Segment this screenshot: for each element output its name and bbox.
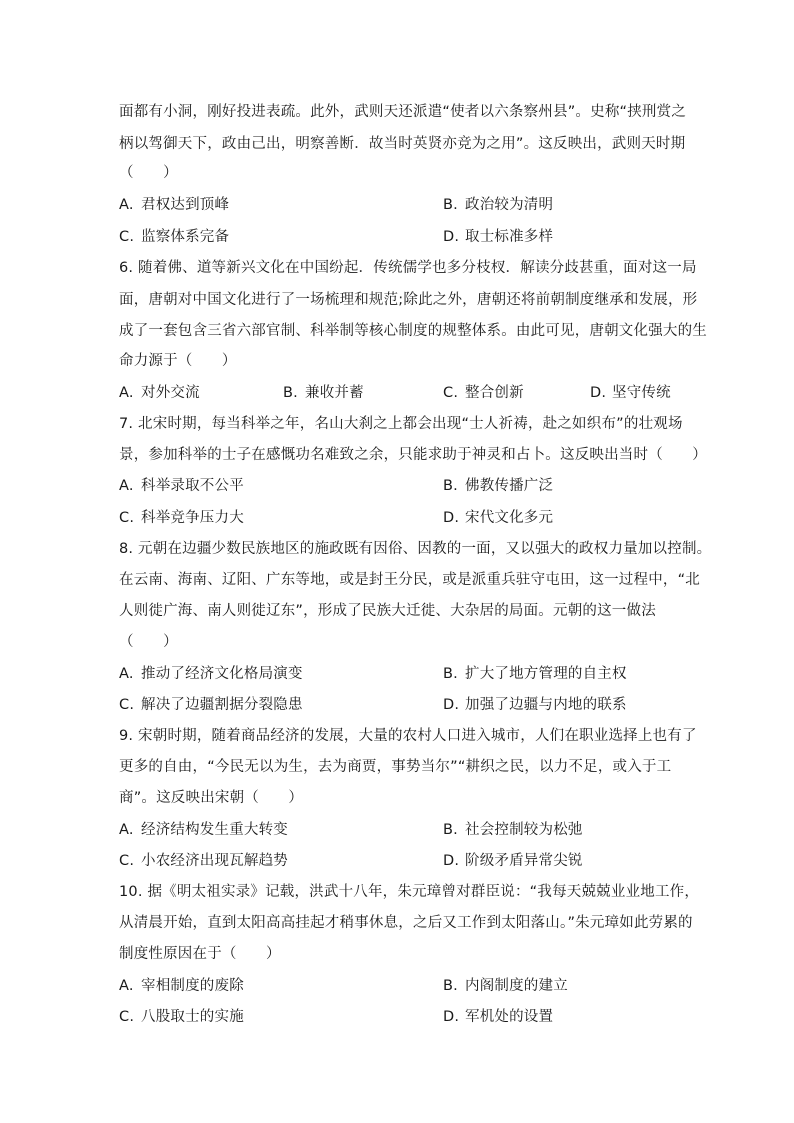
q5-stem-line-2: 柄以驾御天下，政由己出，明察善断．故当时英贤亦竞为之用”。这反映出，武则天时期 (119, 136, 686, 152)
option-key: B. (283, 385, 298, 401)
q9-stem-line-2: 更多的自由，“今民无以为生，去为商贾，事势当尔”“耕织之民，以力不足，或入于工 (119, 759, 672, 775)
q6-stem-line-3: 成了一套包含三省六部官制、科举制等核心制度的规整体系。由此可见，唐朝文化强大的生 (119, 323, 707, 339)
option-key: D. (590, 385, 607, 401)
option-text: 政治较为清明 (465, 197, 554, 213)
q10-option-d[interactable] (443, 1007, 553, 1027)
q6-option-a[interactable] (119, 383, 200, 403)
option-text: 兼收并蓄 (305, 385, 364, 401)
q8-option-d[interactable] (443, 695, 627, 715)
option-key: B. (443, 478, 458, 494)
q10-option-a[interactable] (119, 976, 244, 996)
q5-option-a[interactable] (119, 195, 229, 215)
option-text: 推动了经济文化格局演变 (141, 666, 303, 682)
q9-option-c[interactable] (119, 851, 288, 871)
option-key: A. (119, 385, 134, 401)
q10-stem-line-2: 从清晨开始，直到太阳高高挂起才稍事休息，之后又工作到太阳落山。”朱元璋如此劳累的 (119, 915, 693, 931)
q9-stem-line-1: 9. 宋朝时期，随着商品经济的发展，大量的农村人口进入城市，人们在职业选择上也有了 (119, 728, 697, 744)
option-key: C. (119, 853, 135, 869)
option-key: D. (443, 229, 460, 245)
q9-stem-line-3: 商”。这反映出宋朝（ ） (119, 790, 304, 806)
option-text: 君权达到顶峰 (141, 197, 230, 213)
option-key: A. (119, 197, 134, 213)
q7-option-b[interactable] (443, 476, 553, 496)
q5-option-c[interactable] (119, 227, 229, 247)
q9-option-d[interactable] (443, 851, 583, 871)
option-text: 对外交流 (141, 385, 200, 401)
q6-option-b[interactable] (283, 383, 364, 403)
option-key: C. (119, 1009, 135, 1025)
option-text: 军机处的设置 (465, 1009, 554, 1025)
q8-option-c[interactable] (119, 695, 303, 715)
q7-stem-line-1: 7. 北宋时期，每当科举之年，名山大刹之上都会出现“士人祈祷，赴之如织布”的壮观场 (119, 416, 683, 432)
q5-stem-line-1: 面都有小洞，刚好投进表疏。此外，武则天还派遣“使者以六条察州县”。史称“挟刑赏之 (119, 104, 687, 120)
option-text: 宰相制度的废除 (141, 978, 244, 994)
option-text: 科举竞争压力大 (141, 510, 244, 526)
q7-stem-line-2: 景，参加科举的士子在感慨功名难致之余，只能求助于神灵和占卜。这反映出当时（ ） (119, 447, 707, 463)
option-text: 佛教传播广泛 (465, 478, 554, 494)
q10-option-c[interactable] (119, 1007, 244, 1027)
option-text: 阶级矛盾异常尖锐 (465, 853, 583, 869)
q6-stem-line-1: 6. 随着佛、道等新兴文化在中国纷起．传统儒学也多分枝杈．解读分歧甚重，面对这一局 (119, 260, 697, 276)
q10-stem-line-3: 制度性原因在于（ ） (119, 946, 281, 962)
q9-option-a[interactable] (119, 820, 288, 840)
option-key: A. (119, 666, 134, 682)
option-key: C. (119, 510, 135, 526)
option-text: 社会控制较为松弛 (465, 822, 583, 838)
option-text: 加强了边疆与内地的联系 (465, 697, 627, 713)
option-text: 扩大了地方管理的自主权 (465, 666, 627, 682)
option-key: D. (443, 697, 460, 713)
q10-option-b[interactable] (443, 976, 568, 996)
option-key: C. (119, 229, 135, 245)
q8-option-b[interactable] (443, 664, 627, 684)
option-key: C. (119, 697, 135, 713)
option-key: D. (443, 1009, 460, 1025)
option-key: D. (443, 853, 460, 869)
option-text: 坚守传统 (612, 385, 671, 401)
option-text: 取士标准多样 (465, 229, 554, 245)
option-key: D. (443, 510, 460, 526)
option-key: A. (119, 478, 134, 494)
option-text: 小农经济出现瓦解趋势 (141, 853, 288, 869)
q6-stem-line-4: 命力源于（ ） (119, 353, 237, 369)
option-key: B. (443, 666, 458, 682)
q10-stem-line-1: 10. 据《明太祖实录》记载，洪武十八年，朱元璋曾对群臣说：“我每天兢兢业业地工作， (119, 884, 700, 900)
option-key: B. (443, 197, 458, 213)
option-text: 解决了边疆割据分裂隐患 (141, 697, 303, 713)
q7-option-d[interactable] (443, 508, 553, 528)
q8-stem-line-4: （ ） (119, 634, 178, 650)
q6-option-d[interactable] (590, 383, 671, 403)
q5-option-b[interactable] (443, 195, 553, 215)
q6-option-c[interactable] (443, 383, 524, 403)
option-text: 整合创新 (465, 385, 524, 401)
option-key: A. (119, 978, 134, 994)
option-key: B. (443, 978, 458, 994)
option-text: 科举录取不公平 (141, 478, 244, 494)
q8-stem-line-3: 人则徙广海、南人则徙辽东”，形成了民族大迁徙、大杂居的局面。元朝的这一做法 (119, 603, 656, 619)
q7-option-a[interactable] (119, 476, 244, 496)
option-key: C. (443, 385, 459, 401)
q7-option-c[interactable] (119, 508, 244, 528)
q5-option-d[interactable] (443, 227, 553, 247)
q6-stem-line-2: 面，唐朝对中国文化进行了一场梳理和规范;除此之外，唐朝还将前朝制度继承和发展，形 (119, 292, 698, 308)
option-text: 经济结构发生重大转变 (141, 822, 288, 838)
option-text: 内阁制度的建立 (465, 978, 568, 994)
q5-stem-line-3: （ ） (119, 165, 178, 181)
option-key: B. (443, 822, 458, 838)
option-key: A. (119, 822, 134, 838)
option-text: 宋代文化多元 (465, 510, 554, 526)
option-text: 八股取士的实施 (141, 1009, 244, 1025)
q8-stem-line-2: 在云南、海南、辽阳、广东等地，或是封王分民，或是派重兵驻守屯田，这一过程中，“北 (119, 572, 701, 588)
q8-option-a[interactable] (119, 664, 303, 684)
q9-option-b[interactable] (443, 820, 583, 840)
option-text: 监察体系完备 (141, 229, 230, 245)
q8-stem-line-1: 8. 元朝在边疆少数民族地区的施政既有因俗、因教的一面，又以强大的政权力量加以控制。 (119, 541, 712, 557)
